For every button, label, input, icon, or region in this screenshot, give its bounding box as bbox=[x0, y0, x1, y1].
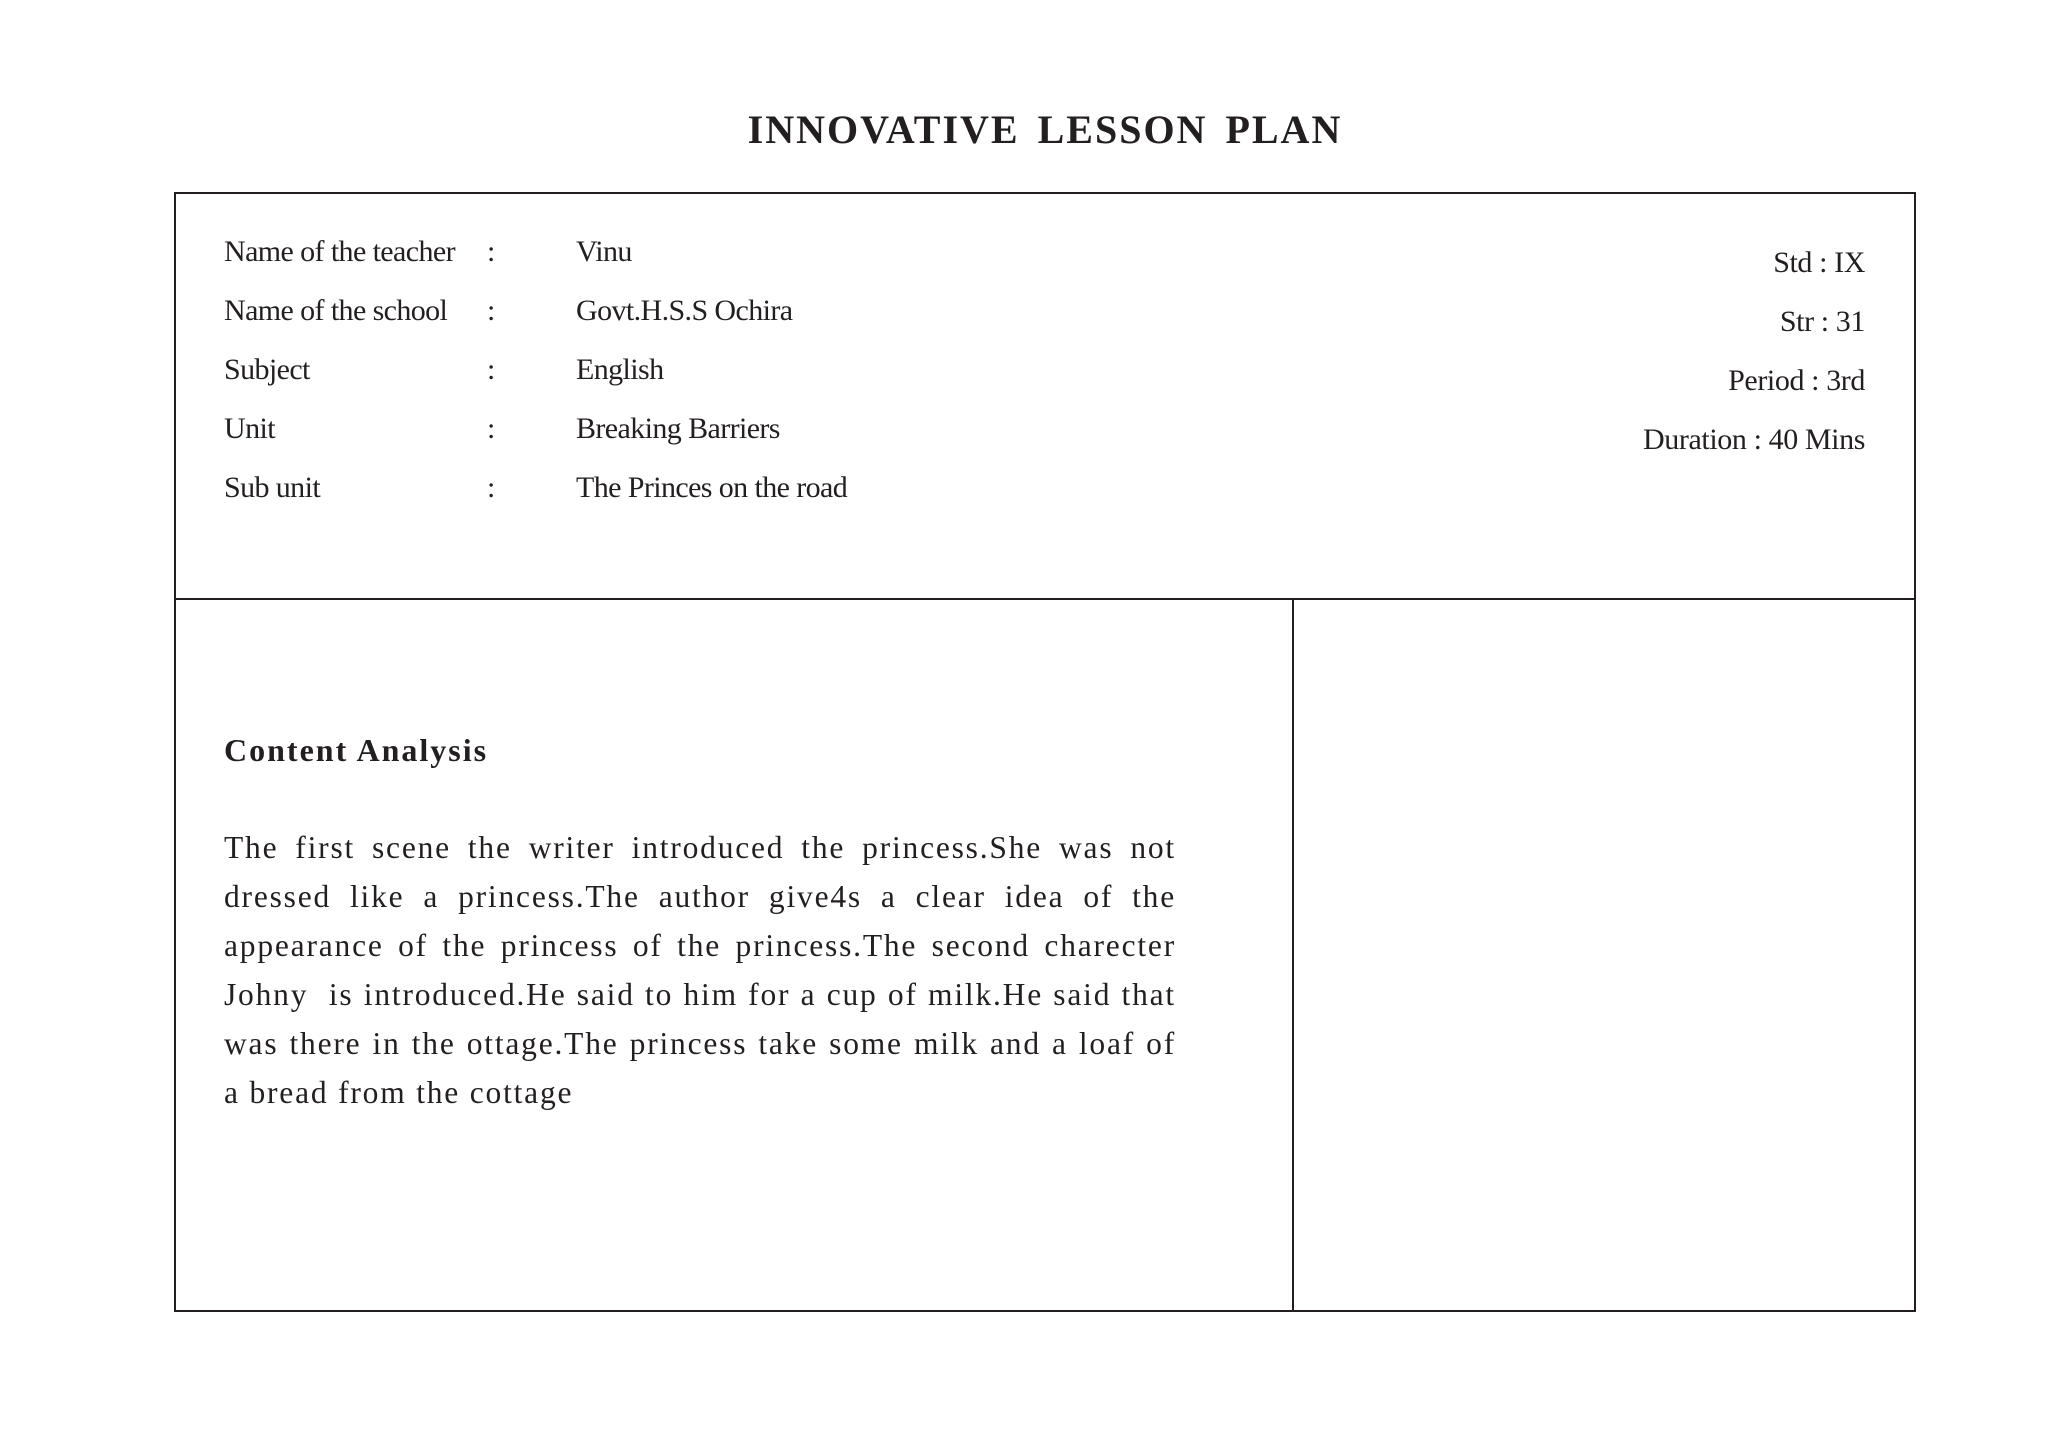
school-name-value: Govt.H.S.S Ochira bbox=[576, 294, 793, 327]
page-title: INNOVATIVE LESSON PLAN bbox=[747, 107, 1343, 152]
strength-label: Str : 31 bbox=[1779, 305, 1865, 338]
info-colon: : bbox=[487, 471, 495, 504]
vertical-divider bbox=[1292, 598, 1294, 1312]
teacher-name-value: Vinu bbox=[576, 235, 632, 268]
sub-unit-value: The Princes on the road bbox=[576, 471, 848, 504]
info-label: Sub unit bbox=[224, 471, 321, 504]
standard-label: Std : IX bbox=[1773, 246, 1865, 279]
horizontal-divider bbox=[174, 598, 1916, 600]
info-colon: : bbox=[487, 353, 495, 386]
period-label: Period : 3rd bbox=[1728, 364, 1865, 397]
content-analysis-text: The first scene the writer introduced the princess.She was not dressed like a princess.The author give4s a clear idea of the appearance of the princess of the princess.The second charecter Johny is introduced.He said to him for a cup of milk.He said that was there in the ottage.The princess take some milk and a loaf of a bread from the cottage bbox=[224, 830, 1186, 1110]
info-label: Unit bbox=[224, 412, 275, 445]
info-label: Name of the teacher bbox=[224, 235, 455, 268]
info-colon: : bbox=[487, 412, 495, 445]
info-colon: : bbox=[487, 235, 495, 268]
info-colon: : bbox=[487, 294, 495, 327]
info-label: Name of the school bbox=[224, 294, 448, 327]
notes-panel bbox=[1296, 602, 1912, 1308]
content-analysis-heading: Content Analysis bbox=[224, 732, 489, 768]
subject-value: English bbox=[576, 353, 664, 386]
class-meta-block bbox=[1643, 236, 1865, 472]
duration-label: Duration : 40 Mins bbox=[1643, 423, 1865, 456]
unit-value: Breaking Barriers bbox=[576, 412, 780, 445]
info-label: Subject bbox=[224, 353, 310, 386]
